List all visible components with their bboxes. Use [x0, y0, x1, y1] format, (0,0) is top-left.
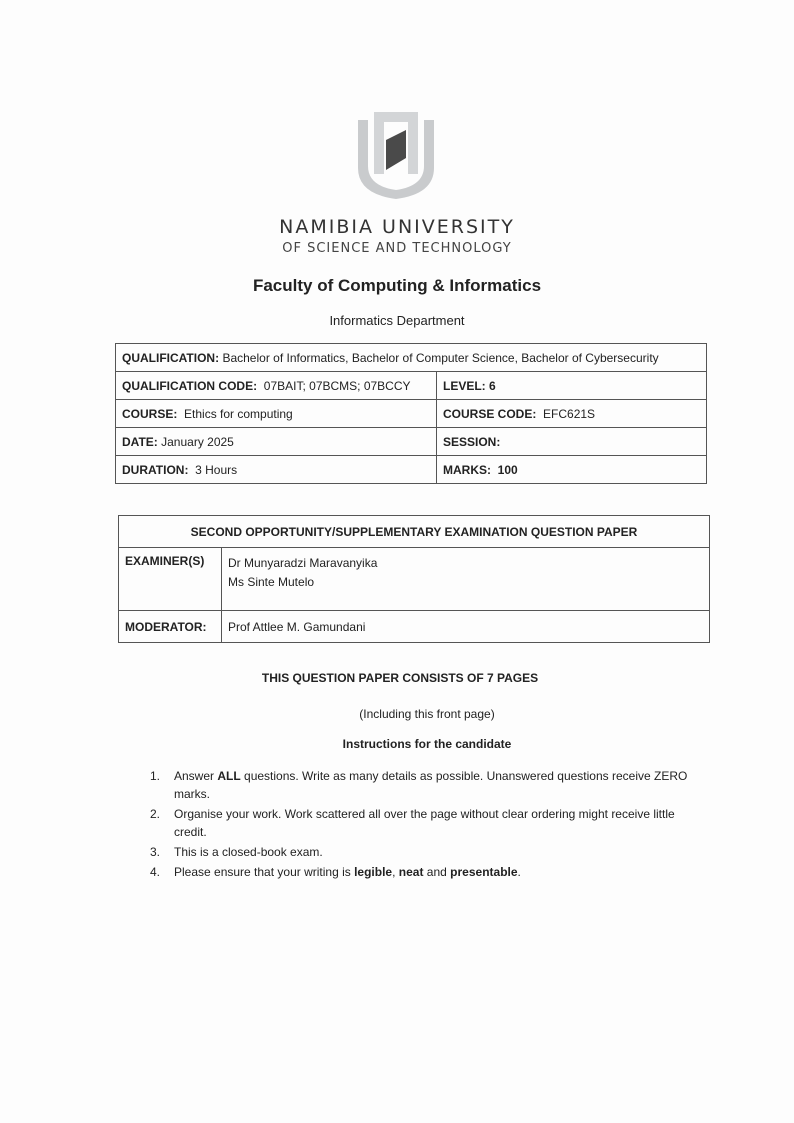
instructions-title: Instructions for the candidate	[342, 737, 512, 751]
university-logo-icon	[356, 108, 436, 200]
examiners-cell: Dr Munyaradzi Maravanyika Ms Sinte Mutelo	[222, 548, 710, 611]
moderator-label: MODERATOR:	[119, 611, 222, 643]
qualification-cell: QUALIFICATION: Bachelor of Informatics, Bachelor of Computer Science, Bachelor of Cybersecurity	[116, 344, 707, 372]
instruction-item: 1. Answer ALL questions. Write as many details as possible. Unanswered questions receive ZERO marks.	[150, 769, 688, 801]
moderator-cell: Prof Attlee M. Gamundani	[222, 611, 710, 643]
examiners-table	[118, 515, 710, 643]
university-name: NAMIBIA UNIVERSITY	[279, 216, 515, 238]
faculty-title: Faculty of Computing & Informatics	[252, 276, 542, 295]
qualification-code-cell: QUALIFICATION CODE: 07BAIT; 07BCMS; 07BCCY	[116, 372, 437, 400]
examiners-label: EXAMINER(S)	[119, 548, 222, 611]
duration-cell: DURATION: 3 Hours	[116, 456, 437, 484]
course-cell: COURSE: Ethics for computing	[116, 400, 437, 428]
exam-title-cell: SECOND OPPORTUNITY/SUPPLEMENTARY EXAMINATION QUESTION PAPER	[119, 516, 710, 548]
university-subtitle: OF SCIENCE AND TECHNOLOGY	[282, 241, 512, 256]
level-cell: LEVEL: 6	[437, 372, 707, 400]
instruction-item: 3. This is a closed-book exam.	[150, 845, 323, 859]
pages-note: THIS QUESTION PAPER CONSISTS OF 7 PAGES	[261, 671, 539, 685]
course-details-table	[115, 343, 707, 484]
pages-subnote: (Including this front page)	[359, 707, 495, 721]
instruction-item: 4. Please ensure that your writing is legible, neat and presentable.	[150, 865, 521, 879]
department-name: Informatics Department	[329, 313, 465, 328]
marks-cell: MARKS: 100	[437, 456, 707, 484]
course-code-cell: COURSE CODE: EFC621S	[437, 400, 707, 428]
session-cell: SESSION:	[437, 428, 707, 456]
date-cell: DATE: January 2025	[116, 428, 437, 456]
instruction-item: 2. Organise your work. Work scattered all over the page without clear ordering might receive little credit.	[150, 807, 675, 839]
